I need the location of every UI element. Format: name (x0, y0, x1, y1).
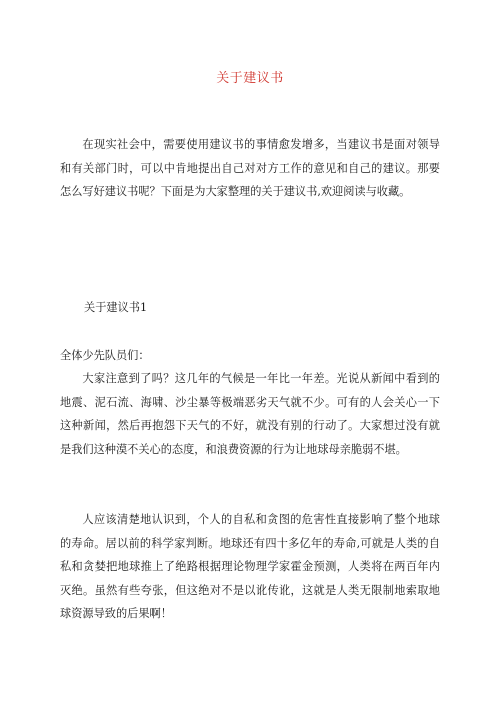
body-paragraph: 大家注意到了吗？这几年的气候是一年比一年差。光说从新闻中看到的地震、泥石流、海啸、沙尘暴等极端恶劣天气就不少。可有的人会关心一下这种新闻，然后再抱怨下天气的不好，就没有别的行动了。大家想过没有就是我们这种漠不关心的态度，和浪费资源的行为让地球母亲脆弱不堪。 (60, 372, 440, 456)
intro-paragraph: 在现实社会中，需要使用建议书的事情愈发增多，当建议书是面对领导和有关部门时，可以中肯地提出自己对对方工作的意见和自己的建议。那要怎么写好建议书呢？下面是为大家整理的关于建议书,欢迎阅读与收藏。 (60, 138, 440, 198)
salutation: 全体少先队员们： (60, 349, 150, 362)
section-heading: 关于建议书1 (84, 301, 148, 314)
body-paragraph: 人应该清楚地认识到，个人的自私和贪图的危害性直接影响了整个地球的寿命。居以前的科学家判断。地球还有四十多亿年的寿命,可就是人类的自私和贪婪把地球推上了绝路根据理论物理学家霍金预测，人类将在两百年内灭绝。虽然有些夸张，但这绝对不是以讹传讹，这就是人类无限制地索取地球资源导致的后果啊！ (60, 513, 440, 620)
document-title: 关于建议书 (216, 71, 284, 86)
